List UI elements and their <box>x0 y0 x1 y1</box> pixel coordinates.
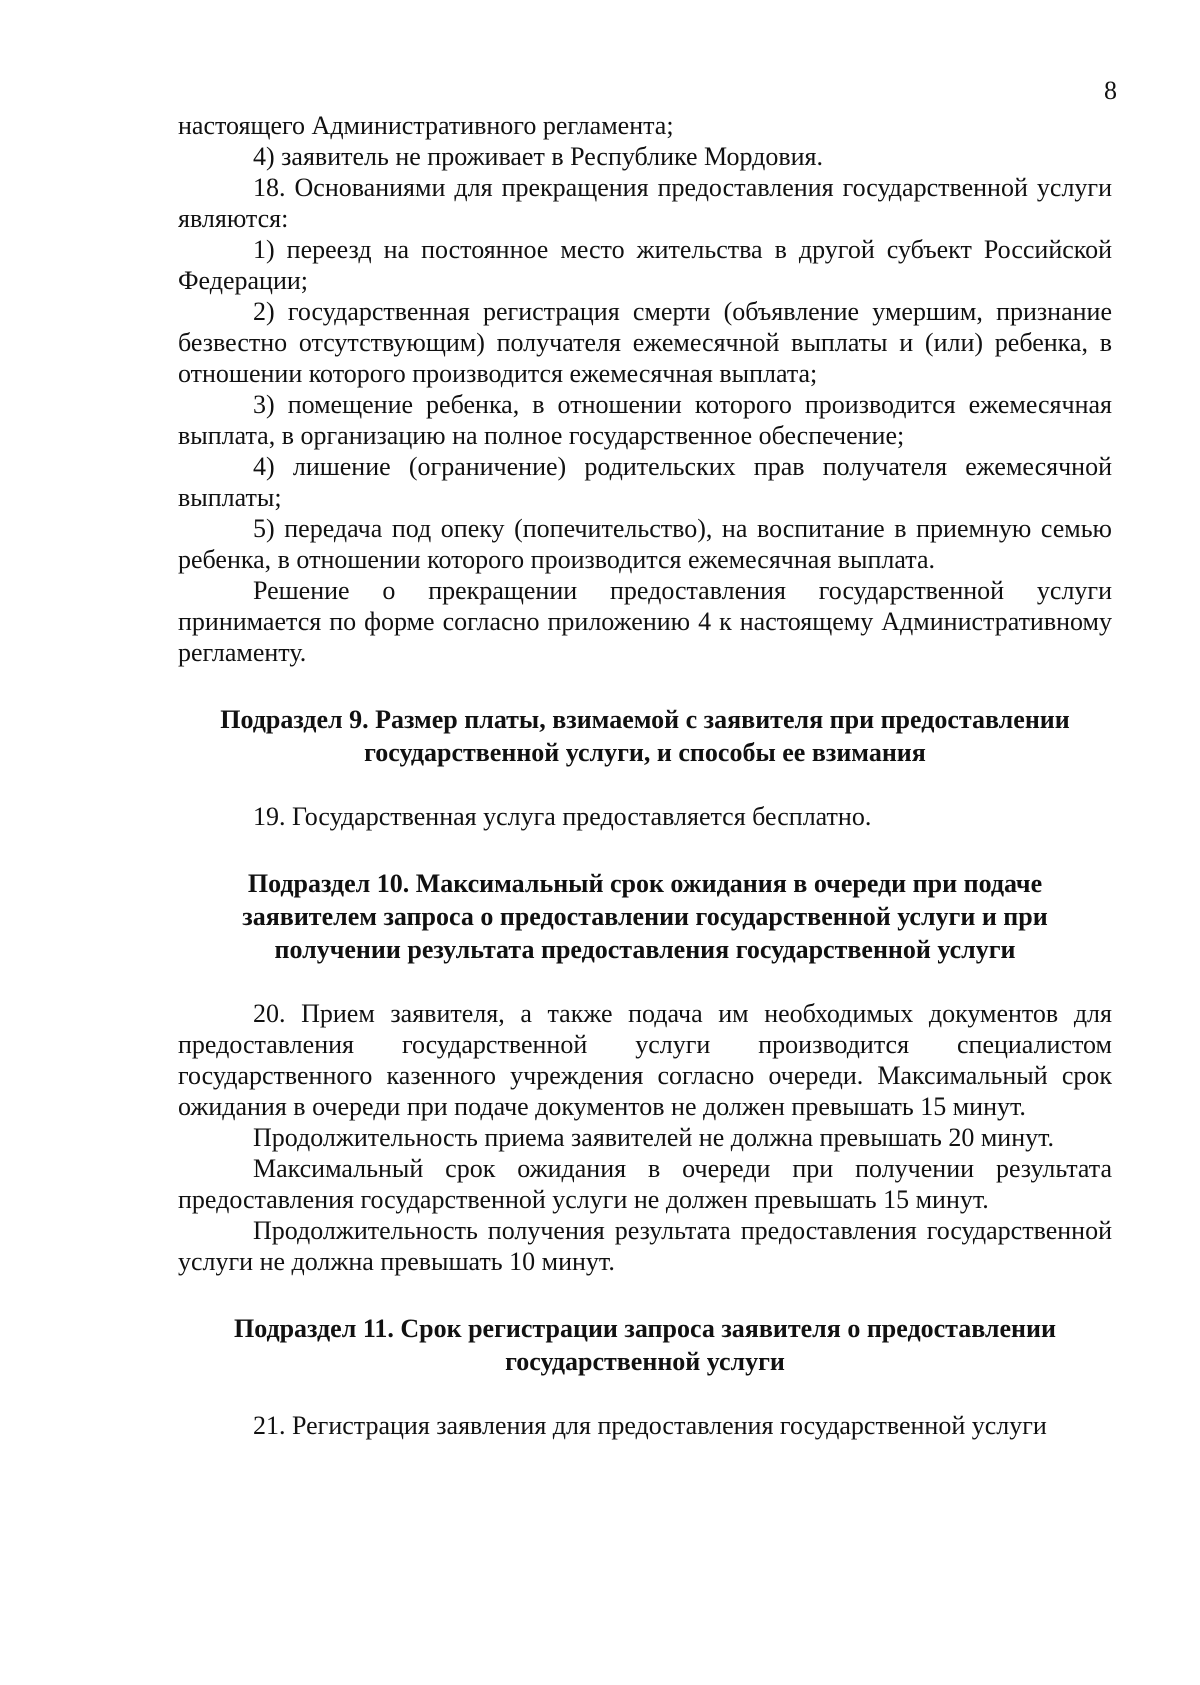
heading-line: Подраздел 11. Срок регистрации запроса заявителя о предоставлении <box>233 1314 1057 1343</box>
heading-line: государственной услуги <box>505 1347 785 1376</box>
paragraph: 20. Прием заявителя, а также подача им необходимых документов для предоставления государственной услуги производится специалистом государственного казенного учреждения согласно очереди. Максимальный срок ожидания в очереди при подаче документов не должен превышать 15 минут. <box>178 999 1112 1121</box>
heading-line: Подраздел 10. Максимальный срок ожидания в очереди при подаче <box>247 869 1043 898</box>
heading-line: Подраздел 9. Размер платы, взимаемой с заявителя при предоставлении <box>220 705 1070 734</box>
section-heading-10 <box>178 867 1112 966</box>
paragraph: Продолжительность приема заявителей не должна превышать 20 минут. <box>253 1123 1055 1152</box>
paragraph: Решение о прекращении предоставления государственной услуги принимается по форме согласно приложению 4 к настоящему Административному регламенту. <box>178 576 1112 667</box>
paragraph: Продолжительность получения результата предоставления государственной услуги не должна превышать 10 минут. <box>178 1216 1112 1276</box>
section-heading-11 <box>178 1312 1112 1378</box>
paragraph: 19. Государственная услуга предоставляется бесплатно. <box>253 802 872 831</box>
section-heading-9 <box>178 703 1112 769</box>
paragraph: 21. Регистрация заявления для предоставления государственной услуги <box>253 1411 1047 1440</box>
paragraph: 4) лишение (ограничение) родительских прав получателя ежемесячной выплаты; <box>178 452 1112 512</box>
heading-line: заявителем запроса о предоставлении государственной услуги и при <box>242 902 1048 931</box>
paragraph: Максимальный срок ожидания в очереди при получении результата предоставления государственной услуги не должен превышать 15 минут. <box>178 1154 1112 1214</box>
paragraph: 4) заявитель не проживает в Республике Мордовия. <box>253 142 824 171</box>
paragraph: 3) помещение ребенка, в отношении которого производится ежемесячная выплата, в организацию на полное государственное обеспечение; <box>178 390 1112 450</box>
paragraph: настоящего Административного регламента; <box>178 111 674 140</box>
paragraph: 1) переезд на постоянное место жительства в другой субъект Российской Федерации; <box>178 235 1112 295</box>
document-body <box>178 110 1112 1441</box>
page-number: 8 <box>1104 76 1117 105</box>
paragraph: 2) государственная регистрация смерти (объявление умершим, признание безвестно отсутствующим) получателя ежемесячной выплаты и (или) ребенка, в отношении которого производится ежемесячная выплата; <box>178 297 1112 388</box>
heading-line: государственной услуги, и способы ее взимания <box>364 738 926 767</box>
paragraph: 18. Основаниями для прекращения предоставления государственной услуги являются: <box>178 173 1112 233</box>
paragraph: 5) передача под опеку (попечительство), на воспитание в приемную семью ребенка, в отношении которого производится ежемесячная выплата. <box>178 514 1112 574</box>
heading-line: получении результата предоставления государственной услуги <box>274 935 1016 964</box>
